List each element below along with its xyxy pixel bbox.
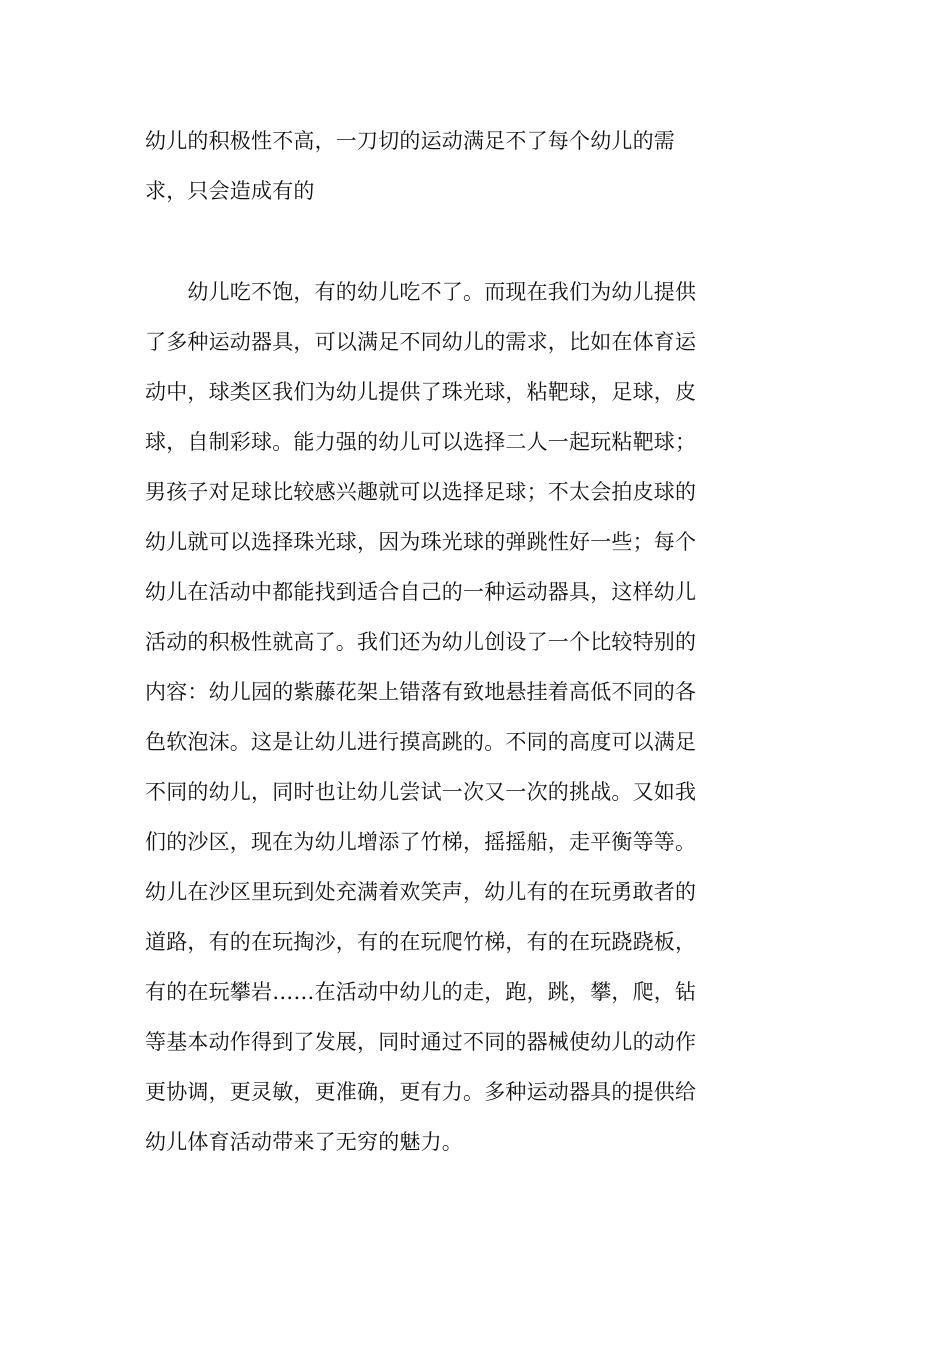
paragraph-line-8: 活动的积极性就高了。我们还为幼儿创设了一个比较特别的 (145, 630, 697, 654)
paragraph-line-10: 色软泡沫。这是让幼儿进行摸高跳的。不同的高度可以满足 (145, 730, 697, 754)
paragraph-line-2: 了多种运动器具，可以满足不同幼儿的需求，比如在体育运 (145, 330, 697, 354)
paragraph-line-3: 动中，球类区我们为幼儿提供了珠光球，粘靶球，足球，皮 (145, 380, 697, 404)
paragraph-line-5: 男孩子对足球比较感兴趣就可以选择足球；不太会拍皮球的 (145, 480, 697, 504)
paragraph-line-16: 等基本动作得到了发展，同时通过不同的器械使幼儿的动作 (145, 1030, 697, 1054)
paragraph-line-17: 更协调，更灵敏，更准确，更有力。多种运动器具的提供给 (145, 1080, 697, 1104)
paragraph-line-11: 不同的幼儿，同时也让幼儿尝试一次又一次的挑战。又如我 (145, 780, 697, 804)
paragraph-line-13: 幼儿在沙区里玩到处充满着欢笑声，幼儿有的在玩勇敢者的 (145, 880, 697, 904)
paragraph-line-15: 有的在玩攀岩……在活动中幼儿的走，跑，跳，攀，爬，钻 (145, 980, 697, 1004)
fragment-line-1: 幼儿的积极性不高，一刀切的运动满足不了每个幼儿的需 (145, 129, 675, 153)
paragraph-line-4: 球，自制彩球。能力强的幼儿可以选择二人一起玩粘靶球； (145, 430, 697, 454)
paragraph-line-1: 幼儿吃不饱，有的幼儿吃不了。而现在我们为幼儿提供 (145, 280, 697, 304)
paragraph-line-9: 内容：幼儿园的紫藤花架上错落有致地悬挂着高低不同的各 (145, 680, 697, 704)
paragraph-line-18: 幼儿体育活动带来了无穷的魅力。 (145, 1130, 463, 1154)
paragraph-line-7: 幼儿在活动中都能找到适合自己的一种运动器具，这样幼儿 (145, 580, 697, 604)
paragraph-line-12: 们的沙区，现在为幼儿增添了竹梯，摇摇船，走平衡等等。 (145, 830, 697, 854)
paragraph-line-6: 幼儿就可以选择珠光球，因为珠光球的弹跳性好一些；每个 (145, 530, 697, 554)
fragment-line-2: 求，只会造成有的 (145, 179, 315, 203)
paragraph-line-14: 道路，有的在玩掏沙，有的在玩爬竹梯，有的在玩跷跷板， (145, 930, 697, 954)
